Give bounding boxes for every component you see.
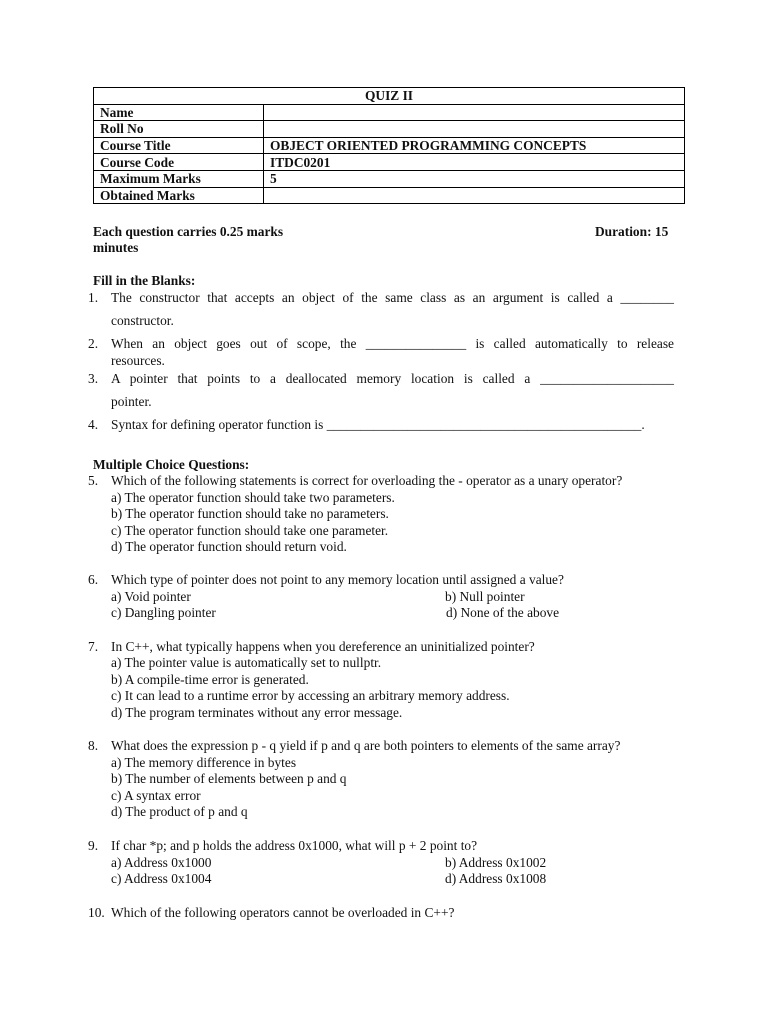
- option-d: d) The program terminates without any error message.: [111, 705, 403, 720]
- question-text-continued: constructor.: [111, 313, 174, 328]
- question-text: Which type of pointer does not point to any memory location until assigned a value?: [111, 572, 564, 587]
- question-text: Syntax for defining operator function is _______________________________________________.: [111, 417, 645, 432]
- question-number: 2.: [88, 336, 99, 351]
- option-a: a) The pointer value is automatically set to nullptr.: [111, 655, 382, 670]
- question-number: 4.: [88, 417, 99, 432]
- option-d: d) Address 0x1008: [445, 871, 547, 886]
- option-c: c) Address 0x1004: [111, 871, 212, 886]
- row-label: Roll No: [94, 121, 264, 138]
- option-a: a) Void pointer: [111, 589, 191, 604]
- table-row: [94, 187, 685, 204]
- fill-blanks-heading: Fill in the Blanks:: [93, 273, 196, 288]
- question-text-continued: pointer.: [111, 394, 152, 409]
- row-label: Course Title: [94, 137, 264, 154]
- table-row: [94, 170, 685, 187]
- table-row: [94, 137, 685, 154]
- marks-note: Each question carries 0.25 marks: [93, 224, 284, 239]
- option-d: d) The product of p and q: [111, 804, 248, 819]
- duration-unit: minutes: [93, 240, 139, 255]
- duration-label: Duration: 15: [595, 224, 669, 239]
- row-label: Course Code: [94, 154, 264, 171]
- name-value: [264, 104, 685, 121]
- option-b: b) Null pointer: [445, 589, 525, 604]
- question-number: 7.: [88, 639, 99, 654]
- maximum-marks-value: 5: [264, 170, 685, 187]
- question-text: A pointer that points to a deallocated memory location is called a ____________________: [111, 371, 674, 386]
- question-text: Which of the following operators cannot be overloaded in C++?: [111, 905, 455, 920]
- row-label: Maximum Marks: [94, 170, 264, 187]
- course-title-value: OBJECT ORIENTED PROGRAMMING CONCEPTS: [264, 137, 685, 154]
- question-number: 5.: [88, 473, 99, 488]
- course-code-value: ITDC0201: [264, 154, 685, 171]
- question-number: 6.: [88, 572, 99, 587]
- row-label: Obtained Marks: [94, 187, 264, 204]
- question-text-continued: resources.: [111, 353, 165, 368]
- question-number: 3.: [88, 371, 99, 386]
- row-label: Name: [94, 104, 264, 121]
- table-title-row: [94, 88, 685, 105]
- option-c: c) Dangling pointer: [111, 605, 216, 620]
- roll-no-value: [264, 121, 685, 138]
- question-text: If char *p; and p holds the address 0x1000, what will p + 2 point to?: [111, 838, 478, 853]
- option-c: c) The operator function should take one parameter.: [111, 523, 389, 538]
- option-d: d) The operator function should return void.: [111, 539, 347, 554]
- question-number: 8.: [88, 738, 99, 753]
- option-c: c) It can lead to a runtime error by accessing an arbitrary memory address.: [111, 688, 510, 703]
- question-number: 9.: [88, 838, 99, 853]
- option-a: a) Address 0x1000: [111, 855, 212, 870]
- mcq-heading: Multiple Choice Questions:: [93, 457, 250, 472]
- question-text: When an object goes out of scope, the _______________ is called automatically to release: [111, 336, 674, 351]
- option-b: b) The number of elements between p and q: [111, 771, 347, 786]
- option-c: c) A syntax error: [111, 788, 201, 803]
- quiz-header-table: [93, 87, 685, 204]
- question-text: The constructor that accepts an object of the same class as an argument is called a ________: [111, 290, 674, 305]
- table-row: [94, 104, 685, 121]
- option-b: b) Address 0x1002: [445, 855, 547, 870]
- option-b: b) A compile-time error is generated.: [111, 672, 309, 687]
- option-a: a) The memory difference in bytes: [111, 755, 297, 770]
- option-d: d) None of the above: [446, 605, 560, 620]
- question-text: Which of the following statements is correct for overloading the - operator as a unary operator?: [111, 473, 623, 488]
- obtained-marks-value: [264, 187, 685, 204]
- question-number: 1.: [88, 290, 99, 305]
- question-text: What does the expression p - q yield if p and q are both pointers to elements of the same array?: [111, 738, 621, 753]
- quiz-title: QUIZ II: [94, 88, 685, 105]
- option-a: a) The operator function should take two parameters.: [111, 490, 395, 505]
- table-row: [94, 154, 685, 171]
- table-row: [94, 121, 685, 138]
- question-number: 10.: [88, 905, 105, 920]
- option-b: b) The operator function should take no parameters.: [111, 506, 389, 521]
- question-text: In C++, what typically happens when you dereference an uninitialized pointer?: [111, 639, 535, 654]
